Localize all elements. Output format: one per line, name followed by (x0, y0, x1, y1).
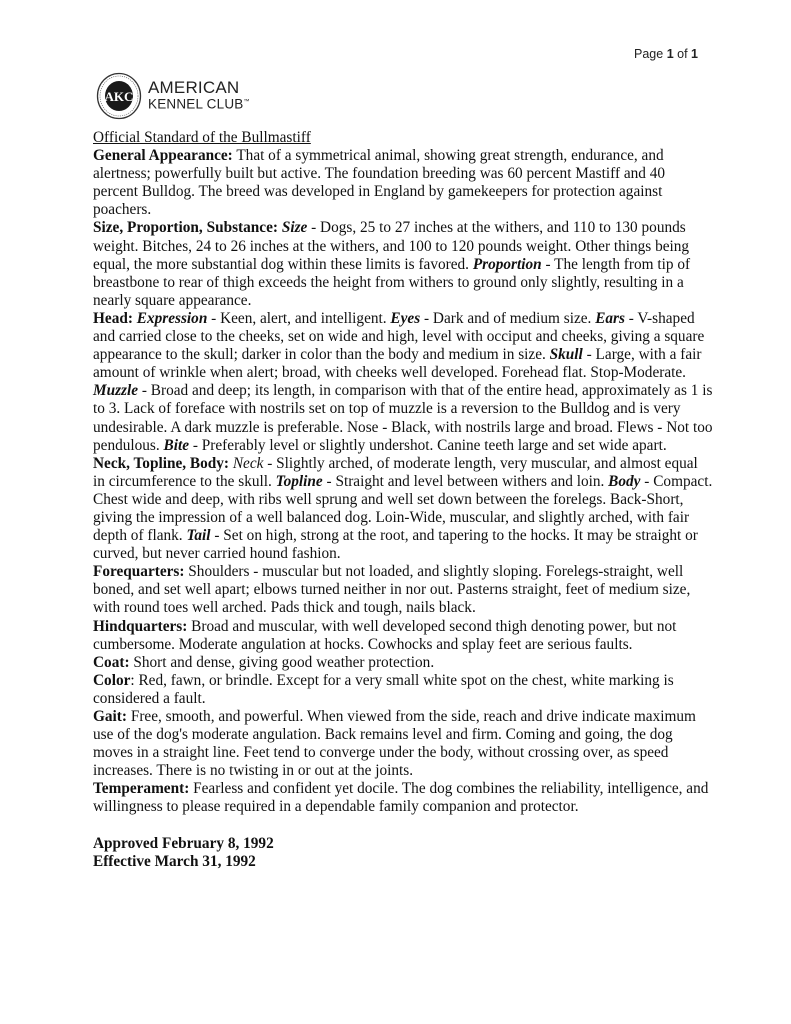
section-size-proportion-substance (93, 219, 713, 309)
section-gait (93, 708, 713, 780)
section-text: - Preferably level or slightly undershot. Canine teeth large and set wide apart. (189, 436, 667, 454)
section-label: Forequarters: (93, 563, 185, 581)
subsection-label: Proportion (472, 255, 542, 273)
section-text: Free, smooth, and powerful. When viewed from the side, reach and drive indicate maximum use of the dog's moderate angulation. Back remains level and firm. Coming and going, the dog moves in a straight line. Feet tend to converge under the body, without crossing over, as speed increases. There is no twisting in or out at the joints. (93, 708, 696, 780)
section-text: Shoulders - muscular but not loaded, and slightly sloping. Forelegs-straight, well boned, and set well apart; elbows turned neither in nor out. Pasterns straight, feet of medium size, with round toes well arched. Pads thick and tough, nails black. (93, 563, 691, 617)
section-text: : Red, fawn, or brindle. Except for a very small white spot on the chest, white marking is considered a fault. (93, 671, 674, 707)
section-text: - Large, with a fair amount of wrinkle when alert; broad, with cheeks well developed. Forehead flat. Stop-Moderate. (93, 346, 702, 382)
page-label: Page (634, 47, 664, 61)
section-general-appearance (93, 147, 713, 219)
akc-seal-icon (96, 72, 142, 120)
subsection-label: Eyes (390, 309, 421, 327)
page-current: 1 (666, 47, 674, 61)
section-text: That of a symmetrical animal, showing great strength, endurance, and alertness; powerfully built but active. The foundation breeding was 60 percent Mastiff and 40 percent Bulldog. The breed was developed in England by gamekeepers for protection against poachers. (93, 147, 666, 219)
section-text: - Straight and level between withers and loin. (322, 472, 609, 490)
section-label: Head: (93, 309, 133, 327)
section-text: - Dark and of medium size. (420, 309, 596, 327)
section-text: - Compact. Chest wide and deep, with ribs well sprung and well set down between the forelegs. Back-Short, giving the impression of a well balanced dog. Loin-Wide, muscular, and slightly arched, with fair depth of flank. (93, 472, 713, 545)
effective-text: Effective March 31, 1992 (93, 852, 256, 870)
logo-line-1: AMERICAN (148, 78, 240, 98)
akc-logo (96, 71, 250, 121)
subsection-label: Ears (595, 309, 625, 327)
subsection-label: Neck (232, 454, 264, 472)
section-text: Broad and muscular, with well developed second thigh denoting power, but not cumbersome. Moderate angulation at hocks. Cowhocks and splay feet are serious faults. (93, 617, 677, 653)
logo-tm: ™ (243, 99, 250, 106)
subsection-label: Bite (163, 436, 190, 454)
section-text: - Dogs, 25 to 27 inches at the withers, and 110 to 130 pounds weight. Bitches, 24 to 26 inches at the withers, and 100 to 120 pounds weight. Other things being equal, the more substantial dog within these limits is favored. (93, 219, 690, 273)
section-label: Size, Proportion, Substance: (93, 219, 278, 237)
page-of: of (677, 47, 688, 61)
section-label: Hindquarters: (93, 617, 188, 635)
section-label: Temperament: (93, 780, 190, 798)
document-title: Official Standard of the Bullmastiff (93, 129, 311, 146)
section-color (93, 672, 713, 708)
logo-wordmark (148, 80, 250, 112)
logo-line-2: KENNEL CLUB (148, 96, 244, 112)
section-label: Coat: (93, 653, 130, 671)
section-text: - Slightly arched, of moderate length, very muscular, and almost equal in circumference to the skull. (93, 454, 698, 490)
section-label: General Appearance: (93, 147, 233, 165)
subsection-label: Skull (549, 346, 583, 364)
subsection-label: Muzzle (93, 382, 139, 400)
approved-date (93, 835, 713, 853)
spacer (93, 817, 713, 835)
section-coat (93, 654, 713, 672)
subsection-label: Expression (136, 309, 208, 327)
subsection-label: Body (608, 472, 641, 490)
section-temperament (93, 780, 713, 816)
subsection-label: Size (281, 219, 308, 237)
seal-letters: AKC (104, 89, 134, 104)
subsection-label: Topline (275, 472, 323, 490)
section-head (93, 310, 713, 455)
effective-date (93, 853, 713, 871)
section-label: Color (93, 671, 131, 689)
standard-document (93, 129, 713, 871)
approved-text: Approved February 8, 1992 (93, 834, 274, 852)
section-text: Short and dense, giving good weather protection. (129, 653, 435, 671)
section-neck-topline-body (93, 455, 713, 564)
section-text: - V-shaped and carried close to the cheeks, set on wide and high, level with occiput and cheeks, giving a square appearance to the skull; darker in color than the body and medium in size. (93, 309, 705, 364)
subsection-label: Tail (186, 527, 211, 545)
section-text: - Broad and deep; its length, in comparison with that of the entire head, approximately as 1 is to 3. Lack of foreface with nostrils set on top of muzzle is a reversion to the Bulldog and is very undesirable. A dark muzzle is preferable. Nose - Black, with nostrils large and broad. Flews - Not too pendulous. (93, 382, 713, 454)
section-text: - The length from tip of breastbone to rear of thigh exceeds the height from withers to ground only slightly, resulting in a nearly square appearance. (93, 255, 691, 309)
section-text: - Set on high, strong at the root, and tapering to the hocks. It may be straight or curved, but never carried hound fashion. (93, 527, 698, 563)
section-label: Neck, Topline, Body: (93, 454, 230, 472)
section-label: Gait: (93, 708, 127, 725)
page-total: 1 (691, 47, 698, 61)
section-text: Fearless and confident yet docile. The dog combines the reliability, intelligence, and willingness to please required in a dependable family companion and protector. (93, 780, 709, 816)
section-forequarters (93, 563, 713, 617)
section-hindquarters (93, 618, 713, 654)
section-text: - Keen, alert, and intelligent. (207, 309, 391, 327)
page-number (634, 47, 698, 61)
